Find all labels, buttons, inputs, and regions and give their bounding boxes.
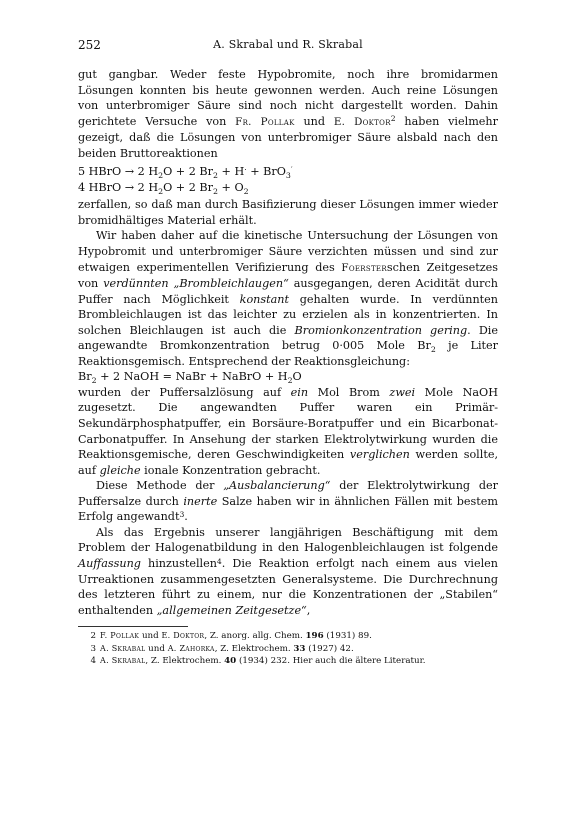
- emphasis: ein: [290, 385, 309, 399]
- eq-text: O: [292, 370, 302, 384]
- author-name: E. Doktor: [161, 631, 205, 641]
- paragraph-5: [78, 478, 498, 525]
- text-run: ,: [306, 603, 311, 617]
- emphasis: „Ausbalancierung“: [223, 479, 331, 493]
- eq-text: 5 HBrO → 2 H: [78, 165, 159, 179]
- paragraph-2: zerfallen, so daß man durch Basifizierung dieser Lösungen immer wieder bromidhältiges Material erhält.: [78, 198, 498, 227]
- text-run: ausgegangen, deren Acidität durch Puffer nach Möglichkeit: [78, 277, 498, 306]
- text-run: Wir haben daher auf die kinetische Untersuchung der Lösungen von Hypobromit und unterbromiger Säure verzichten müssen und sind zur etwaigen experimentellen Verifizierung des: [78, 229, 498, 274]
- emphasis: Bromionkonzentration gering: [294, 323, 468, 337]
- text-run: , Z. anorg. allg. Chem.: [204, 631, 306, 642]
- footnote-divider: [78, 626, 188, 627]
- footnote-mark: 2: [90, 631, 96, 642]
- text-run: haben vielmehr gezeigt, daß die Lösungen von unterbromiger Säure alsbald nach den beiden Bruttoreaktionen: [78, 114, 498, 160]
- text-run: , Z. Elektrochem.: [214, 643, 294, 654]
- text-run: Als das Ergebnis unserer langjährigen Beschäftigung mit dem Problem der Halogenatbildung in den Halogenbleichlaugen ist folgende: [78, 525, 498, 555]
- text-run: und: [145, 643, 168, 654]
- footnote-mark: 3: [90, 643, 96, 654]
- page-header: [78, 38, 498, 54]
- eq-text: O + 2 Br: [163, 165, 213, 179]
- text-run: hinzustellen: [140, 556, 217, 570]
- eq-text: + H: [217, 165, 245, 179]
- eq-subscript: 2: [158, 171, 164, 181]
- emphasis: inerte: [183, 494, 218, 508]
- text-run: und: [139, 631, 162, 642]
- text-run: , Z. Elektrochem.: [145, 656, 225, 667]
- text-run: (1927) 42.: [305, 643, 354, 654]
- text-run: schen Zeitgesetzes von: [78, 260, 498, 291]
- emphasis: verglichen: [349, 448, 410, 462]
- text-run: (1931) 89.: [323, 631, 372, 642]
- text-run: .: [184, 510, 188, 524]
- body-text: [78, 67, 498, 668]
- text-run: Diese Methode der: [96, 479, 224, 493]
- footnote-ref: 2: [390, 114, 396, 124]
- eq-subscript: 2: [212, 171, 218, 181]
- footnote-mark: 4: [90, 656, 96, 667]
- footnote-ref: 3: [179, 509, 185, 519]
- volume-number: 33: [293, 643, 306, 654]
- author-name: A. Skrabal: [100, 656, 146, 666]
- author-name: Foerster: [341, 261, 387, 274]
- text-run: wurden der Puffersalzlösung auf: [78, 385, 291, 399]
- eq-text: O + 2 Br: [163, 180, 213, 194]
- eq-text: 4 HBrO → 2 H: [78, 180, 159, 194]
- emphasis: „allgemeinen Zeitgesetze“: [156, 603, 307, 617]
- footnote: [78, 630, 498, 643]
- text-run: gehalten wurde. In verdünnten Brombleichlaugen ist das leichter zu erzielen als in konzentrierten. In solchen Bleichlaugen ist auch die: [78, 292, 498, 337]
- eq-subscript: 2: [287, 376, 293, 386]
- author-name: E. Doktor: [333, 115, 391, 128]
- eq-subscript: 2: [212, 186, 218, 196]
- paragraph-1: [78, 67, 498, 161]
- running-head: A. Skrabal und R. Skrabal: [213, 38, 363, 51]
- author-name: A. Skrabal: [100, 643, 146, 653]
- eq-subscript: 3: [285, 171, 291, 181]
- author-name: Fr. Pollak: [235, 115, 295, 128]
- text-run: ionale Konzentration gebracht.: [140, 463, 321, 477]
- eq-text: + O: [217, 180, 244, 194]
- text-run: der Elektrolytwirkung der Puffersalze durch: [78, 479, 498, 508]
- equation-2: [78, 180, 498, 196]
- equation-1: [78, 164, 498, 180]
- text-run: Salze haben wir in ähnlichen Fällen mit bestem Erfolg angewandt: [78, 494, 498, 524]
- emphasis: Auffassung: [78, 556, 141, 570]
- emphasis: verdünnten „Brombleichlaugen“: [103, 277, 289, 291]
- volume-number: 196: [305, 631, 324, 642]
- eq-subscript: 2: [91, 376, 97, 386]
- text-run: . Die angewandte Bromkonzentration betrug 0·005 Mole Br: [78, 323, 498, 353]
- footnote-ref: 4: [216, 556, 222, 566]
- text-run: (1934) 232. Hier auch die ältere Literatur.: [236, 656, 426, 667]
- text-run: je Liter Reaktionsgemisch. Entsprechend der Reaktionsgleichung:: [78, 339, 498, 368]
- emphasis: gleiche: [99, 463, 141, 477]
- eq-text: Br: [78, 370, 92, 384]
- text-run: gut gangbar. Weder feste Hypobromite, noch ihre bromidarmen Lösungen konnten bis heute gewonnen werden. Auch reine Lösungen von unterbromiger Säure sind noch nicht dargestellt worden. Dahin gerichtete Versuche von: [78, 68, 498, 128]
- page-number: 252: [78, 38, 101, 52]
- eq-subscript: 2: [158, 186, 164, 196]
- eq-superscript: ′: [290, 164, 293, 174]
- equation-3: [78, 369, 498, 385]
- eq-subscript: 2: [243, 186, 249, 196]
- subscript: 2: [430, 345, 436, 355]
- text-run: Mol Brom: [308, 385, 390, 399]
- eq-text: + 2 NaOH = NaBr + NaBrO + H: [96, 370, 288, 384]
- text-run: und: [294, 114, 334, 128]
- author-name: A. Zahorka: [167, 643, 215, 653]
- text-run: Mole NaOH zugesetzt. Die angewandten Puffer waren ein Primär-Sekundärphosphatpuffer, ein Borsäure-Boratpuffer und ein Bicarbonat-Carbonatpuffer. In Ansehung der starken Elektrolytwirkung wurden die Reaktionsgemische, deren Geschwindigkeiten: [78, 385, 498, 462]
- footnote: [78, 643, 498, 656]
- eq-superscript: ·: [244, 164, 247, 174]
- paragraph-4: [78, 385, 498, 478]
- emphasis: zwei: [389, 385, 416, 399]
- paragraph-3: [78, 228, 498, 369]
- volume-number: 40: [224, 656, 237, 667]
- text-run: . Die Reaktion erfolgt nach einem aus vielen Urreaktionen zusammengesetzten Generalsysteme. Die Durchrechnung des letzteren führt zu einem, nur die Konzentrationen der „Stabilen“ enthaltenden: [78, 556, 498, 617]
- eq-text: + BrO: [246, 165, 286, 179]
- author-name: F. Pollak: [100, 631, 140, 641]
- footnote: [78, 655, 498, 668]
- text-run: werden sollte, auf: [78, 448, 499, 477]
- paragraph-6: [78, 525, 498, 618]
- emphasis: konstant: [239, 292, 289, 306]
